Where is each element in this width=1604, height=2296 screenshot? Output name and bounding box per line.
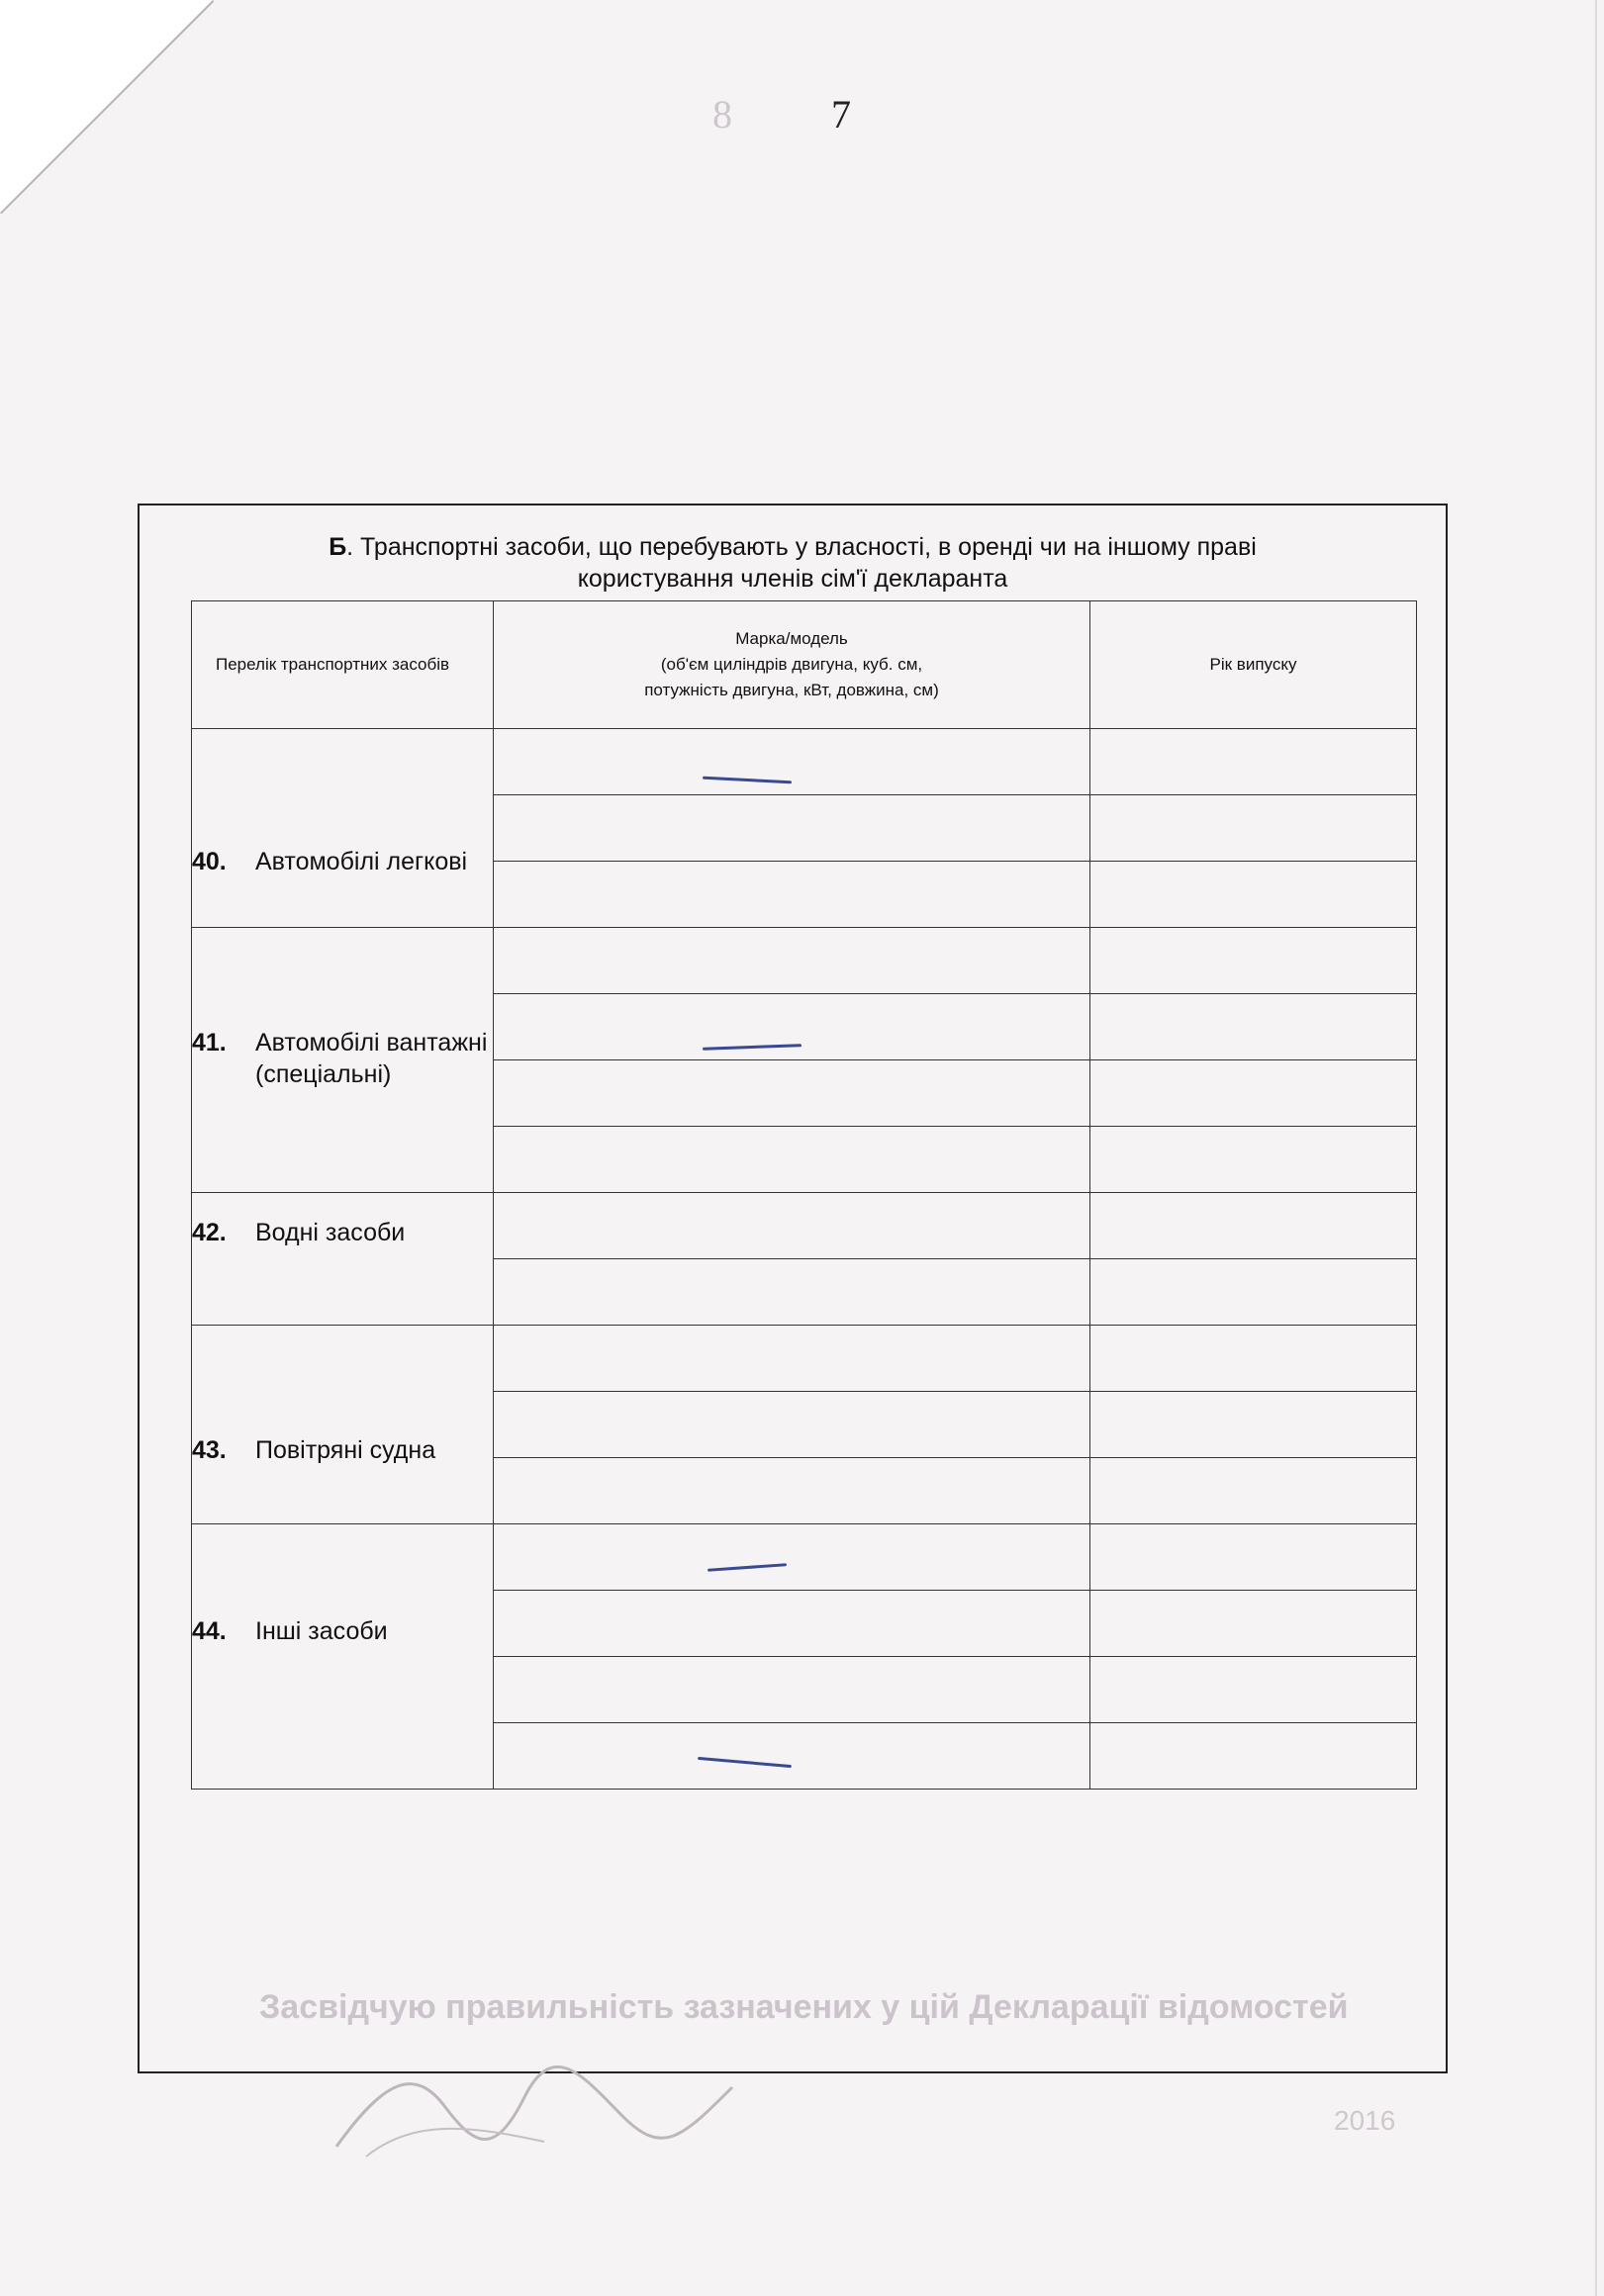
year-cell (1090, 1657, 1417, 1723)
year-cell (1090, 1259, 1417, 1326)
table-row (192, 729, 1417, 795)
category-number: 42. (192, 1219, 227, 1246)
year-cell (1090, 729, 1417, 795)
table-header-row (192, 601, 1417, 729)
make-cell (494, 1060, 1090, 1127)
header-year: Рік випуску (1090, 601, 1417, 729)
header-make-model-line2: (об'єм циліндрів двигуна, куб. см, (660, 655, 923, 674)
make-cell (494, 994, 1090, 1060)
year-cell (1090, 1458, 1417, 1524)
vehicles-section (138, 504, 1448, 2073)
category-label: Автомобілі легкові (255, 848, 468, 875)
category-label: Інші засоби (255, 1617, 388, 1645)
year-cell (1090, 795, 1417, 862)
year-cell (1090, 1591, 1417, 1657)
page-number: 7 (831, 92, 851, 137)
year-cell (1090, 1524, 1417, 1591)
make-cell (494, 928, 1090, 994)
make-cell (494, 729, 1090, 795)
category-43 (192, 1326, 494, 1524)
table-row (192, 1326, 1417, 1392)
year-cell (1090, 862, 1417, 928)
category-40 (192, 729, 494, 928)
make-cell (494, 1524, 1090, 1591)
bleed-through-heading: Засвідчую правильність зазначених у цій Декларації відомостей (259, 1988, 1349, 2026)
header-make-model-line3: потужність двигуна, кВт, довжина, см) (644, 681, 939, 699)
category-label-wrap (255, 1027, 487, 1090)
make-cell (494, 1723, 1090, 1790)
category-42 (192, 1193, 494, 1326)
make-cell (494, 1392, 1090, 1458)
section-letter: Б (329, 533, 347, 561)
header-make-model (494, 601, 1090, 729)
year-cell (1090, 1193, 1417, 1259)
make-cell (494, 795, 1090, 862)
table-row (192, 928, 1417, 994)
make-cell (494, 1326, 1090, 1392)
year-cell (1090, 1392, 1417, 1458)
category-label-line2: (спеціальні) (255, 1060, 392, 1088)
category-number: 43. (192, 1436, 227, 1464)
table-row (192, 1193, 1417, 1259)
category-number: 44. (192, 1617, 227, 1645)
vehicles-table (191, 600, 1417, 1790)
make-cell (494, 1657, 1090, 1723)
section-title-line1: . Транспортні засоби, що перебувають у власності, в оренді чи на іншому праві (346, 533, 1257, 561)
make-cell (494, 1193, 1090, 1259)
category-number: 40. (192, 848, 227, 875)
year-cell (1090, 1127, 1417, 1193)
section-title-line2: користування членів сім'ї декларанта (577, 565, 1008, 593)
year-cell (1090, 994, 1417, 1060)
year-cell (1090, 928, 1417, 994)
bleed-through-year: 2016 (1334, 2105, 1396, 2136)
table-row (192, 1524, 1417, 1591)
make-cell (494, 1127, 1090, 1193)
header-make-model-line1: Марка/модель (735, 629, 848, 648)
make-cell (494, 1458, 1090, 1524)
make-cell (494, 1259, 1090, 1326)
make-cell (494, 862, 1090, 928)
category-label: Водні засоби (255, 1219, 406, 1246)
category-44 (192, 1524, 494, 1790)
category-number: 41. (192, 1029, 227, 1056)
category-label: Повітряні судна (255, 1436, 436, 1464)
signature-scribble (327, 2058, 742, 2166)
ghost-page-number: 8 (712, 92, 732, 137)
header-vehicle-list: Перелік транспортних засобів (192, 601, 494, 729)
category-41 (192, 928, 494, 1193)
page-edge (1595, 0, 1597, 2296)
category-label: Автомобілі вантажні (255, 1029, 488, 1056)
make-cell (494, 1591, 1090, 1657)
section-title (140, 531, 1446, 595)
year-cell (1090, 1723, 1417, 1790)
year-cell (1090, 1326, 1417, 1392)
year-cell (1090, 1060, 1417, 1127)
